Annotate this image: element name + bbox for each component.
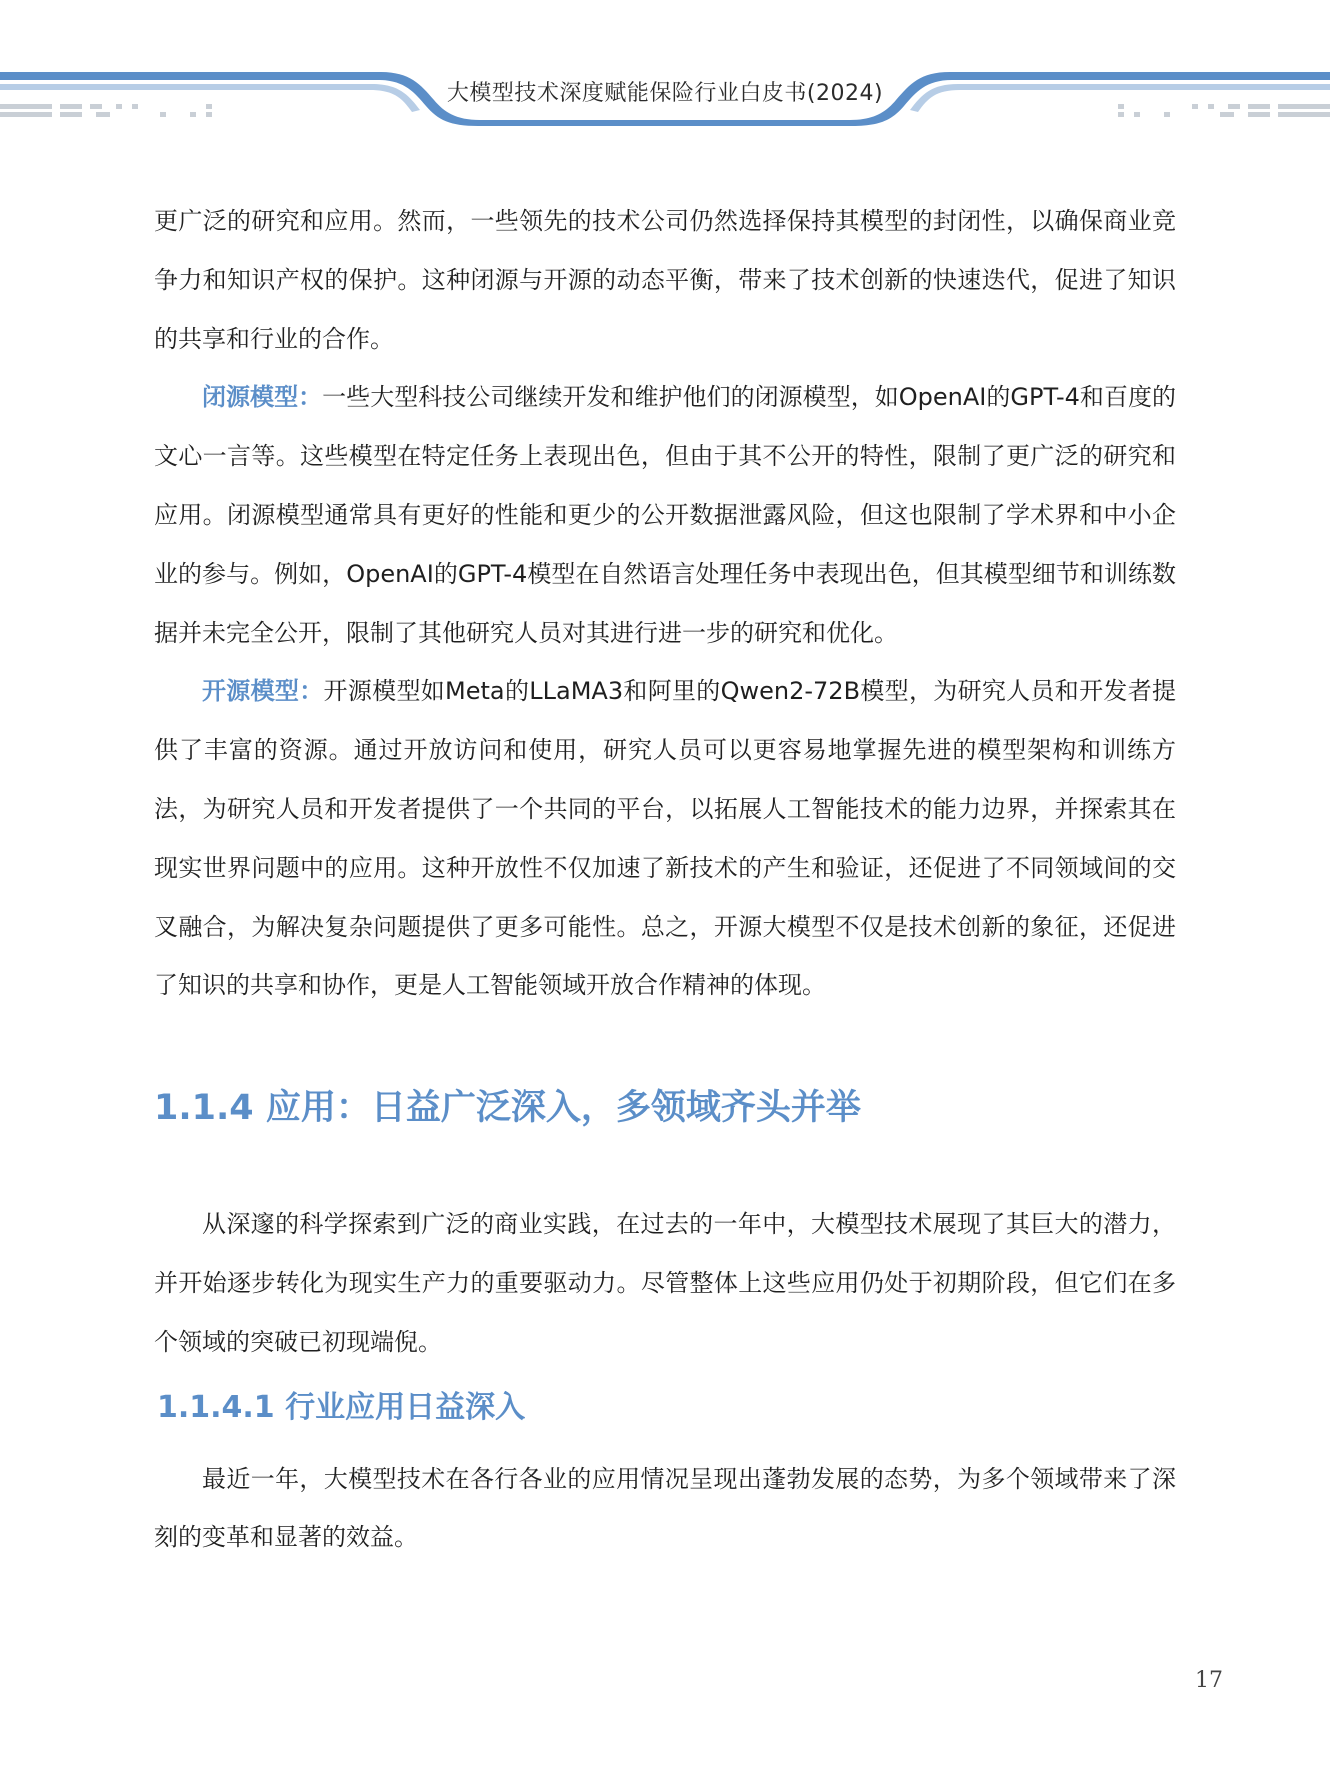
page-body [154, 192, 1176, 1567]
intro-paragraph: 更广泛的研究和应用。然而，一些领先的技术公司仍然选择保持其模型的封闭性，以确保商业竞争力和知识产权的保护。这种闭源与开源的动态平衡，带来了技术创新的快速迭代，促进了知识的共享和行业的合作。 [154, 207, 1176, 353]
closed-source-paragraph [154, 368, 1176, 662]
open-source-paragraph [154, 662, 1176, 1015]
section-heading-1-1-4: 1.1.4 应用：日益广泛深入，多领域齐头并举 [154, 1088, 861, 1129]
page-header [0, 0, 1330, 140]
open-source-text: 开源模型如Meta的LLaMA3和阿里的Qwen2-72B模型，为研究人员和开发者提供了丰富的资源。通过开放访问和使用，研究人员可以更容易地掌握先进的模型架构和训练方法，为研究人员和开发者提供了一个共同的平台，以拓展人工智能技术的能力边界，并探索其在现实世界问题中的应用。这种开放性不仅加速了新技术的产生和验证，还促进了不同领域间的交叉融合，为解决复杂问题提供了更多可能性。总之，开源大模型不仅是技术创新的象征，还促进了知识的共享和协作，更是人工智能领域开放合作精神的体现。 [154, 677, 1176, 1000]
section-1-1-4-paragraph: 从深邃的科学探索到广泛的商业实践，在过去的一年中，大模型技术展现了其巨大的潜力，并开始逐步转化为现实生产力的重要驱动力。尽管整体上这些应用仍处于初期阶段，但它们在多个领域的突破已初现端倪。 [154, 1210, 1176, 1356]
open-source-lead: 开源模型： [202, 677, 324, 706]
page-number: 17 [1195, 1668, 1223, 1693]
header-band-decoration [0, 0, 1330, 140]
closed-source-text: 一些大型科技公司继续开发和维护他们的闭源模型，如OpenAI的GPT-4和百度的文心一言等。这些模型在特定任务上表现出色，但由于其不公开的特性，限制了更广泛的研究和应用。闭源模型通常具有更好的性能和更少的公开数据泄露风险，但这也限制了学术界和中小企业的参与。例如，OpenAI的GPT-4模型在自然语言处理任务中表现出色，但其模型细节和训练数据并未完全公开，限制了其他研究人员对其进行进一步的研究和优化。 [154, 383, 1176, 647]
document-title: 大模型技术深度赋能保险行业白皮书(2024) [446, 81, 884, 106]
section-1-1-4-1-paragraph: 最近一年，大模型技术在各行各业的应用情况呈现出蓬勃发展的态势，为多个领域带来了深刻的变革和显著的效益。 [154, 1464, 1176, 1552]
closed-source-lead: 闭源模型： [202, 383, 323, 412]
section-heading-1-1-4-1: 1.1.4.1 行业应用日益深入 [157, 1389, 526, 1425]
